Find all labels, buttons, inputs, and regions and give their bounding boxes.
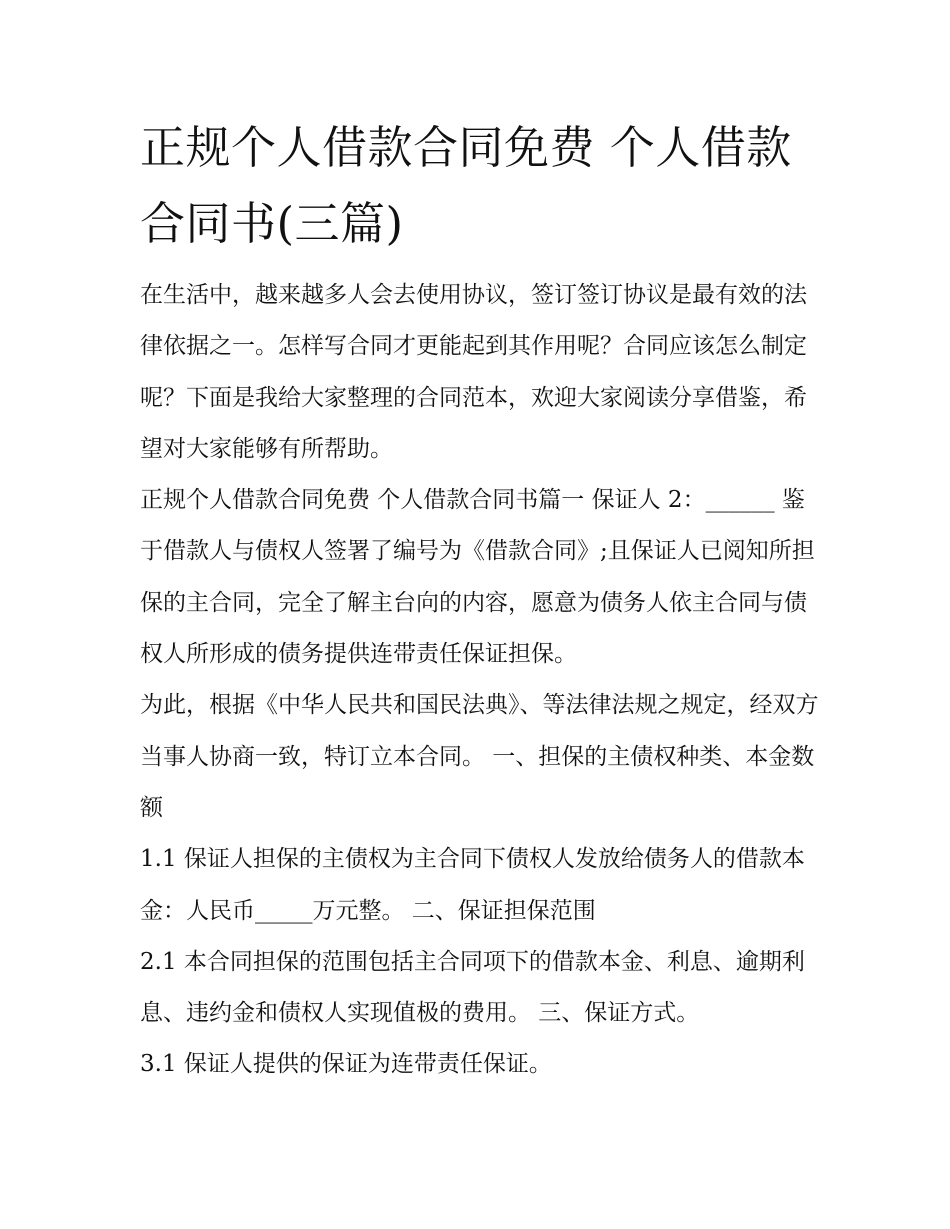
- intro-paragraph: 在生活中，越来越多人会去使用协议，签订签订协议是最有效的法律依据之一。怎样写合同才更能起到其作用呢？合同应该怎么制定呢？下面是我给大家整理的合同范本，欢迎大家阅读分享借鉴，希望对大家能够有所帮助。: [140, 282, 807, 462]
- clause-3-1-paragraph: 3.1 保证人提供的保证为连带责任保证。: [140, 1051, 552, 1078]
- contract-preamble-paragraph: 正规个人借款合同免费 个人借款合同书篇一 保证人 2：______ 鉴于借款人与债权人签署了编号为《借款合同》;且保证人已阅知所担保的主合同，完全了解主台向的内容，愿意为债务人依主合同与债权人所形成的债务提供连带责任保证担保。: [140, 487, 815, 668]
- legal-basis-paragraph: 为此，根据《中华人民共和国民法典》、等法律法规之规定，经双方当事人协商一致，特订立本合同。 一、担保的主债权种类、本金数额: [140, 692, 819, 821]
- document-page: [140, 110, 820, 1091]
- clause-1-1-paragraph: 1.1 保证人担保的主债权为主合同下债权人发放给债务人的借款本金：人民币_____万元整。 二、保证担保范围: [140, 846, 805, 924]
- clause-2-1-paragraph: 2.1 本合同担保的范围包括主合同项下的借款本金、利息、逾期利息、违约金和债权人实现值极的费用。 三、保证方式。: [140, 948, 805, 1027]
- document-title: 正规个人借款合同免费 个人借款合同书(三篇): [140, 121, 792, 250]
